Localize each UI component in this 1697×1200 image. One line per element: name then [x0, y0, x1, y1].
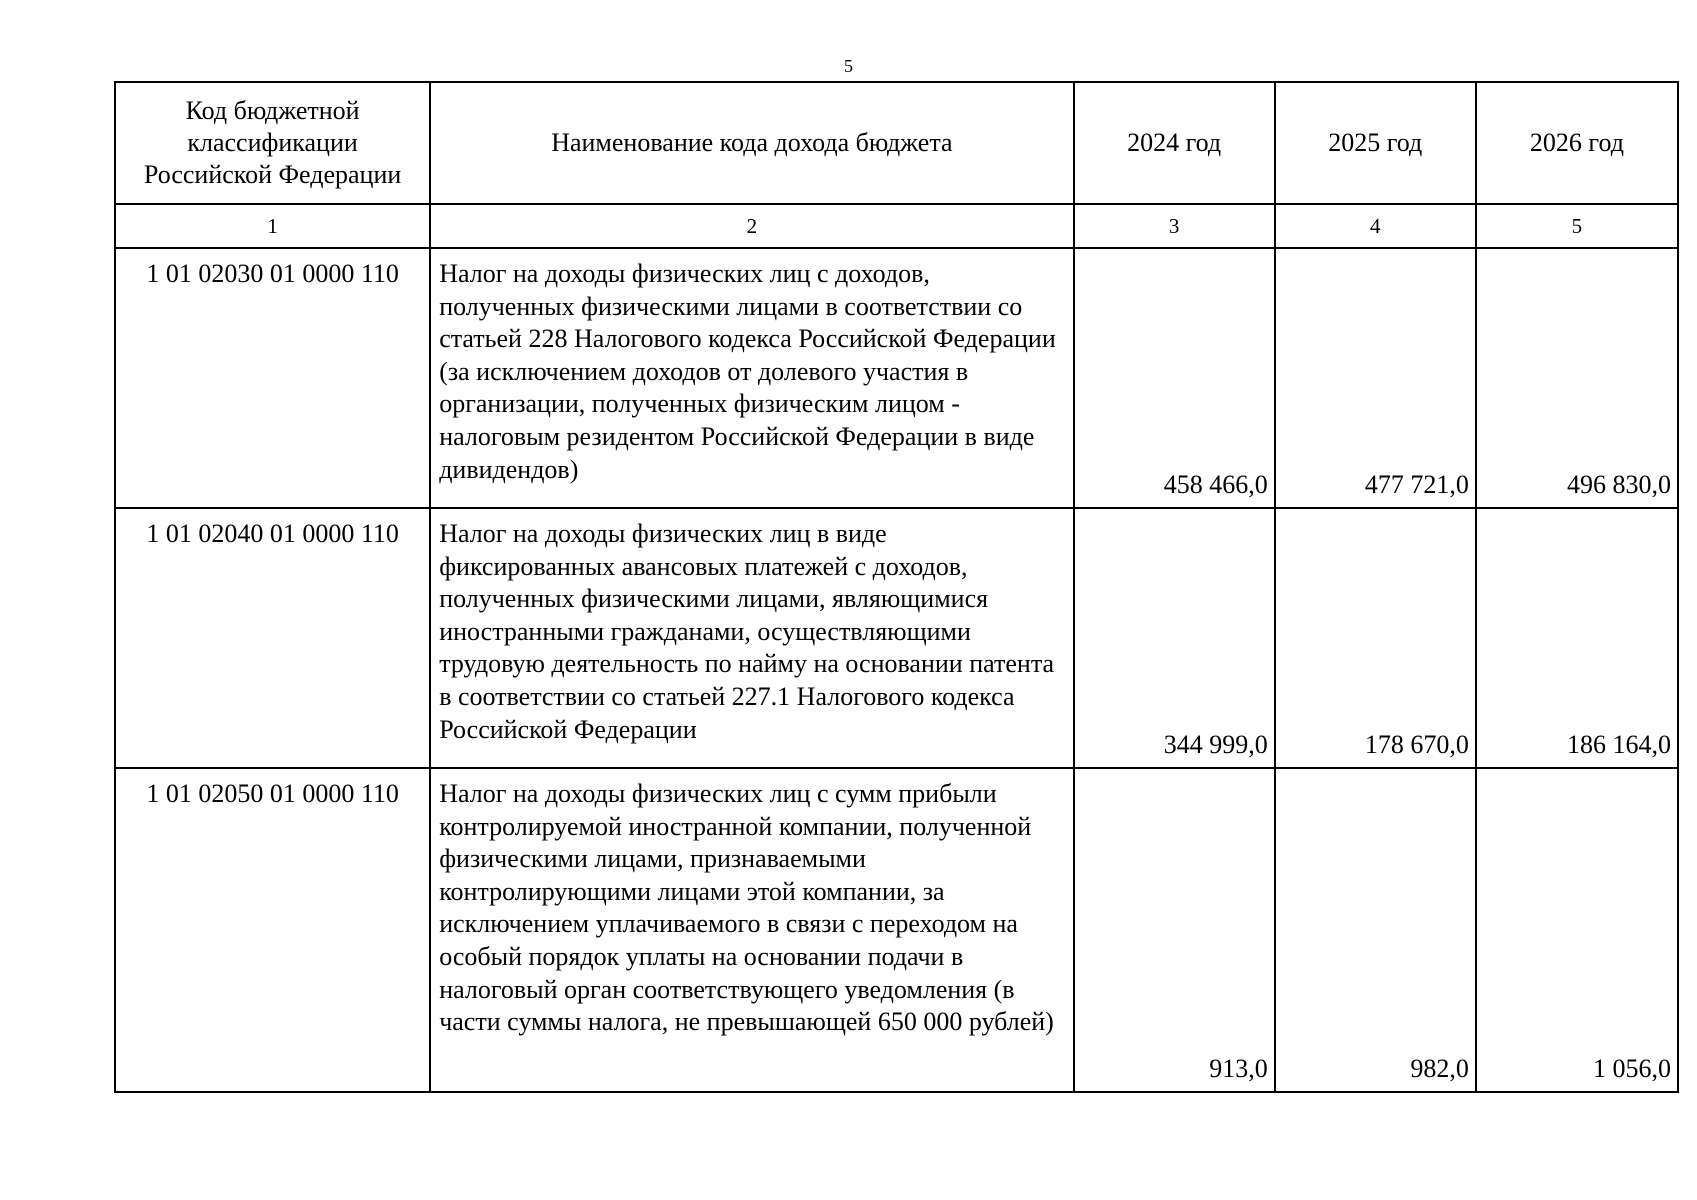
value-2025-cell: 982,0 [1275, 768, 1476, 1092]
header-year-2024: 2024 год [1074, 82, 1275, 204]
header-year-2025: 2025 год [1275, 82, 1476, 204]
column-number: 3 [1074, 204, 1275, 248]
budget-code-cell: 1 01 02040 01 0000 110 [115, 508, 430, 768]
page-number: 5 [844, 56, 853, 76]
budget-code-cell: 1 01 02050 01 0000 110 [115, 768, 430, 1092]
table-header-row [115, 82, 1678, 204]
budget-revenue-table [114, 81, 1679, 1093]
value-2025-cell: 178 670,0 [1275, 508, 1476, 768]
header-budget-code: Код бюджетной классификации Российской Федерации [115, 82, 430, 204]
revenue-name-cell: Налог на доходы физических лиц в виде фиксированных авансовых платежей с доходов, полученных физическими лицами, являющимися иностранными гражданами, осуществляющими трудовую деятельность по найму на основании патента в соответствии со статьей 227.1 Налогового кодекса Российской Федерации [430, 508, 1073, 768]
table-row [115, 768, 1678, 1092]
value-2026-cell: 1 056,0 [1476, 768, 1678, 1092]
budget-code-cell: 1 01 02030 01 0000 110 [115, 248, 430, 508]
table-row [115, 508, 1678, 768]
value-2024-cell: 913,0 [1074, 768, 1275, 1092]
header-revenue-name: Наименование кода дохода бюджета [430, 82, 1073, 204]
column-number: 5 [1476, 204, 1678, 248]
column-number: 4 [1275, 204, 1476, 248]
revenue-name-cell: Налог на доходы физических лиц с сумм прибыли контролируемой иностранной компании, полученной физическими лицами, признаваемыми контролирующими лицами этой компании, за исключением уплачиваемого в связи с переходом на особый порядок уплаты на основании подачи в налоговый орган соответствующего уведомления (в части суммы налога, не превышающей 650 000 рублей) [430, 768, 1073, 1092]
value-2025-cell: 477 721,0 [1275, 248, 1476, 508]
value-2024-cell: 344 999,0 [1074, 508, 1275, 768]
value-2026-cell: 186 164,0 [1476, 508, 1678, 768]
value-2024-cell: 458 466,0 [1074, 248, 1275, 508]
table-row [115, 248, 1678, 508]
header-year-2026: 2026 год [1476, 82, 1678, 204]
column-number: 1 [115, 204, 430, 248]
revenue-name-cell: Налог на доходы физических лиц с доходов, полученных физическими лицами в соответствии со статьей 228 Налогового кодекса Российской Федерации (за исключением доходов от долевого участия в организации, полученных физическим лицом - налоговым резидентом Российской Федерации в виде дивидендов) [430, 248, 1073, 508]
column-number: 2 [430, 204, 1073, 248]
column-number-row [115, 204, 1678, 248]
value-2026-cell: 496 830,0 [1476, 248, 1678, 508]
